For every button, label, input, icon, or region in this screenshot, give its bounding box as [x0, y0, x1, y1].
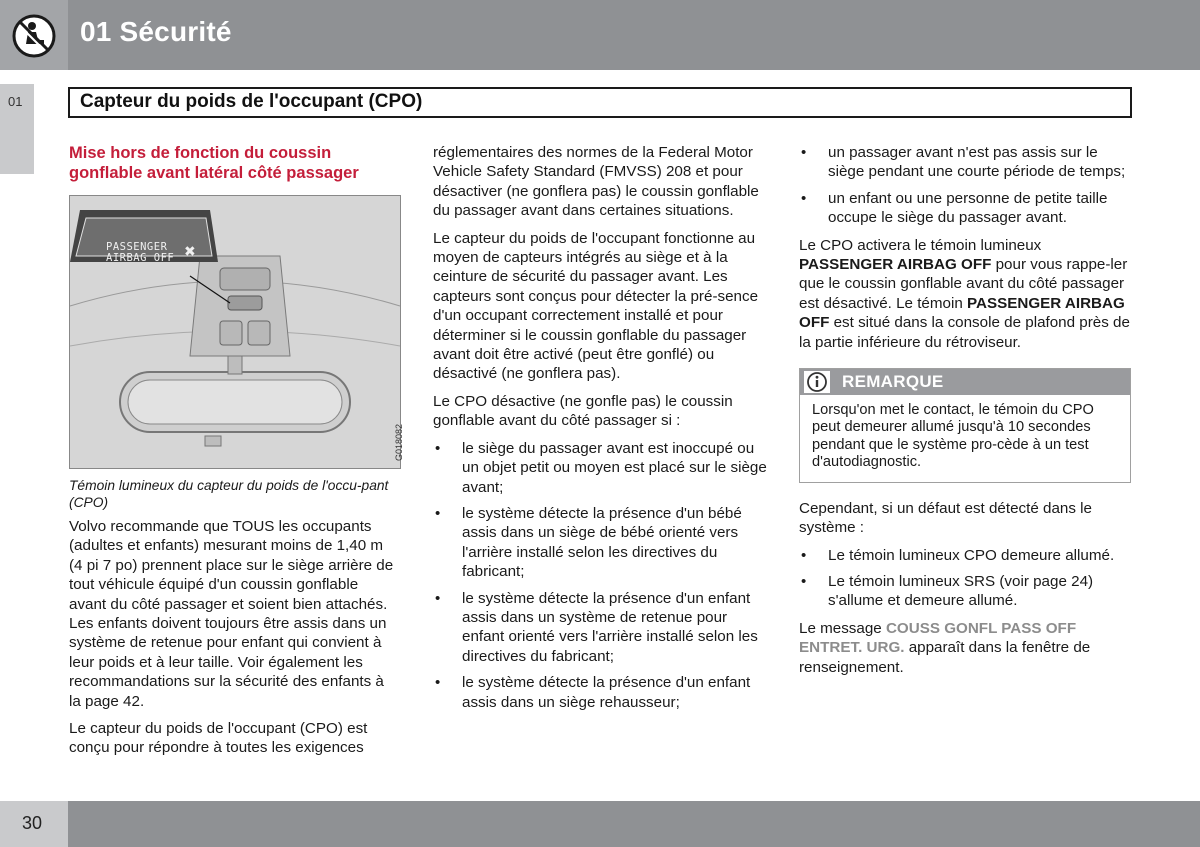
left-column — [69, 143, 404, 766]
indicator-figure — [69, 195, 404, 469]
indicator-text-line1: PASSENGER — [106, 241, 168, 253]
info-icon — [804, 371, 830, 393]
middle-paragraph-2: Le capteur du poids de l'occupant fonctionne au moyen de capteurs intégrés au siège et à la ceinture de sécurité du passager avant. Les capteurs sont conçus pour détecter la pré-sence d'un occupant correctement installé et pour déterminer si le coussin gonflable du passager avant doit être activé (peut être gonflé) ou désactivé (ne gonflera pas). — [433, 229, 759, 383]
middle-paragraph-1: réglementaires des normes de la Federal Motor Vehicle Safety Standard (FMVSS) 208 et pour désactiver (ne gonflera pas) le coussin gonflable du passager avant dans certaines situations. — [433, 144, 759, 220]
left-paragraph-1: Volvo recommande que TOUS les occupants (adultes et enfants) mesurant moins de 1,40 m (4 pi 7 po) prennent place sur le siège arrière de tout véhicule équipé d'un coussin gonflable avant du côté passager et soient bien attachés. Les enfants doivent toujours être assis dans un système de retenue pour enfant qui convient à leur poids et à leur taille. Voir également les recommandations sur la sécurité des enfants à la page 42. — [69, 518, 394, 710]
page-number: 30 — [22, 813, 43, 833]
right-paragraph-1 — [799, 236, 1131, 352]
list-item: • un passager avant n'est pas assis sur le siège pendant une courte période de temps; — [799, 143, 1131, 182]
chapter-title: 01 Sécurité — [80, 16, 232, 47]
text-run: apparaît dans la fenêtre de renseignement. — [799, 639, 1091, 676]
text-run: pour vous rappe-ler que le coussin gonflable avant du côté passager est désactivé. Le témoin — [799, 256, 1128, 312]
list-item: • le système détecte la présence d'un bébé assis dans un siège de bébé orienté vers l'arrière installé selon les directives du fabricant; — [433, 504, 768, 582]
fault-indicators-list — [799, 546, 1131, 611]
middle-column — [433, 143, 768, 720]
display-message: COUSS GONFL PASS OFF ENTRET. URG. — [799, 619, 1077, 657]
chapter-side-tab — [0, 84, 34, 174]
deactivation-conditions-list — [433, 439, 768, 712]
chapter-tab-label: 01 — [8, 94, 23, 109]
indicator-name: PASSENGER AIRBAG OFF — [799, 294, 1125, 332]
list-item: • le système détecte la présence d'un enfant assis dans un système de retenue pour enfant orienté vers l'arrière installé selon les directives du fabricant; — [433, 589, 768, 667]
footer-bar — [68, 801, 1200, 847]
section-title-box — [68, 87, 1132, 118]
overhead-console-illustration — [70, 196, 400, 468]
right-column — [799, 143, 1131, 685]
left-paragraph-2: Le capteur du poids de l'occupant (CPO) est conçu pour répondre à toutes les exigences — [69, 720, 368, 757]
figure-id: G018082 — [394, 424, 404, 462]
indicator-name: PASSENGER AIRBAG OFF — [799, 256, 992, 274]
list-item: • le système détecte la présence d'un enfant assis dans un siège rehausseur; — [433, 673, 768, 712]
list-item: • le siège du passager avant est inoccupé ou un objet petit ou moyen est placé sur le siège avant; — [433, 439, 768, 497]
indicator-text-line2: AIRBAG OFF — [106, 252, 175, 264]
list-item: • un enfant ou une personne de petite taille occupe le siège du passager avant. — [799, 189, 1131, 228]
middle-paragraph-3: Le CPO désactive (ne gonfle pas) le coussin gonflable avant du côté passager si : — [433, 392, 733, 430]
note-box — [799, 368, 1131, 483]
right-paragraph-2: Cependant, si un défaut est détecté dans le système : — [799, 499, 1092, 537]
seatbelt-airbag-icon — [12, 14, 56, 58]
note-title: REMARQUE — [842, 372, 944, 392]
list-item: • Le témoin lumineux CPO demeure allumé. — [799, 546, 1131, 565]
right-paragraph-3 — [799, 619, 1131, 677]
text-run: Le CPO activera le témoin lumineux — [799, 236, 1042, 254]
figure-caption: Témoin lumineux du capteur du poids de l'occu-pant (CPO) — [69, 478, 389, 510]
list-item: • Le témoin lumineux SRS (voir page 24) s'allume et demeure allumé. — [799, 572, 1131, 611]
note-body: Lorsqu'on met le contact, le témoin du CPO peut demeurer allumé jusqu'à 10 secondes pendant que le système pro-cède à un test d'autodiagnostic. — [812, 402, 1094, 471]
text-run: est situé dans la console de plafond près de la partie inférieure du rétroviseur. — [799, 314, 1130, 351]
deactivation-conditions-list-cont — [799, 143, 1131, 228]
text-run: Le message — [799, 619, 886, 637]
header-icon-box — [0, 0, 68, 70]
section-title: Capteur du poids de l'occupant (CPO) — [80, 91, 423, 112]
passenger-airbag-icon: ✖ — [184, 243, 196, 259]
note-header — [800, 369, 1130, 395]
subsection-heading: Mise hors de fonction du coussin gonflable avant latéral côté passager — [69, 144, 359, 182]
